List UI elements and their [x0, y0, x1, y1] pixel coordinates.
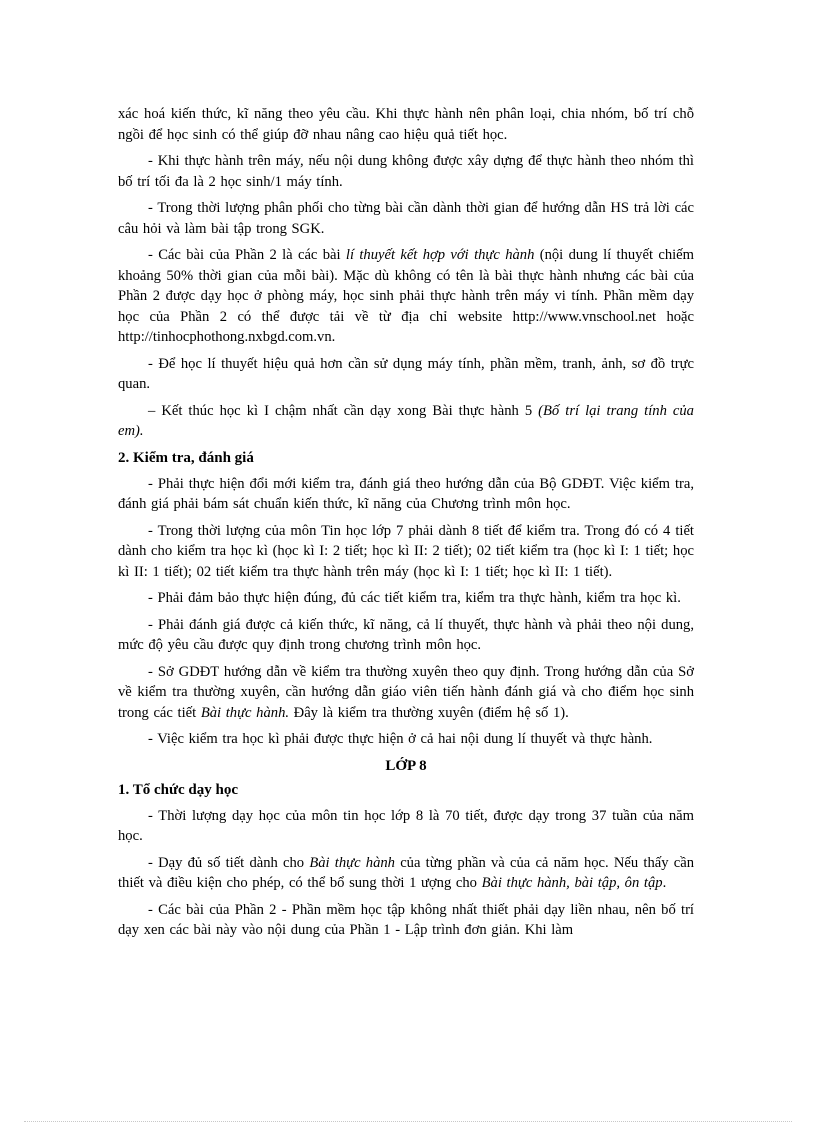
paragraph-time-allocation: - Trong thời lượng phân phối cho từng bài cần dành thời gian để hướng dẫn HS trả lời các câu hỏi và làm bài tập trong SGK. [118, 200, 694, 237]
paragraph-ensure-tests: - Phải đảm bảo thực hiện đúng, đủ các tiết kiểm tra, kiểm tra thực hành, kiểm tra học kì. [148, 590, 681, 606]
paragraph-grade8-duration: - Thời lượng dạy học của môn tin học lớp 8 là 70 tiết, được dạy trong 37 tuần của năm học. [118, 807, 694, 844]
italic-phrase: lí thuyết kết hợp với thực hành [345, 247, 535, 263]
text-segment: Đây là kiểm tra thường xuyên (điểm hệ số 1). [289, 704, 569, 721]
text-segment: - Dạy đủ số tiết dành cho [148, 854, 310, 871]
paragraph-practice-periods [118, 853, 694, 894]
grade-heading: LỚP 8 [385, 757, 427, 774]
paragraph-semester-exam: - Việc kiểm tra học kì phải được thực hiện ở cả hai nội dung lí thuyết và thực hành. [148, 731, 653, 747]
text-segment: (nội dung lí thuyết chiếm khoảng 50% thời gian của mỗi bài). Mặc dù không có tên là bài thực hành nhưng các bài của Phần 2 được dạy học ở phòng máy, học sinh phải thực hành trên máy vi tính. Phần mềm dạy học của Phần 2 có thể được tải về từ địa chỉ website http://www.vnschool.net hoặc http://tinhocphothong.nxbgd.com.vn. [118, 247, 694, 345]
paragraph-part2-scheduling: - Các bài của Phần 2 - Phần mềm học tập không nhất thiết phải dạy liền nhau, nên bố trí dạy xen các bài này vào nội dung của Phần 1 - Lập trình đơn giản. Khi làm [118, 901, 694, 938]
paragraph-assessment-periods: - Trong thời lượng của môn Tin học lớp 7 phải dành 8 tiết để kiểm tra. Trong đó có 4 tiết dành cho kiểm tra học kì (học kì I: 2 tiết; học kì II: 2 tiết); 02 tiết kiểm tra (học kì I: 1 tiết; học kì II: 1 tiết); 02 tiết kiểm tra thực hành trên máy (học kì I: 1 tiết; học kì II: 1 tiết). [118, 522, 694, 580]
document-page [118, 104, 694, 947]
paragraph-part2-lessons [118, 245, 694, 348]
paragraph-continuation: xác hoá kiến thức, kĩ năng theo yêu cầu. Khi thực hành nên phân loại, chia nhóm, bố trí chỗ ngồi để học sinh có thể giúp đỡ nhau nâng cao hiệu quả tiết học. [118, 106, 694, 143]
text-segment: - Sở GDĐT hướng dẫn về kiểm tra thường xuyên theo quy định. Trong hướng dẫn của Sở về kiểm tra thường xuyên, cần hướng dẫn giáo viên tiến hành đánh giá và cho điểm học sinh trong các tiết [118, 663, 694, 721]
paragraph-assessment-reform: - Phải thực hiện đổi mới kiểm tra, đánh giá theo hướng dẫn của Bộ GDĐT. Việc kiểm tra, đánh giá phải bám sát chuẩn kiến thức, kĩ năng của Chương trình môn học. [118, 475, 694, 512]
italic-phrase: Bài thực hành [309, 854, 395, 871]
paragraph-semester-end [118, 401, 694, 442]
italic-phrase: Bài thực hành, bài tập, ôn tập [481, 875, 663, 891]
paragraph-machine-practice: - Khi thực hành trên máy, nếu nội dung không được xây dựng để thực hành theo nhóm thì bố trí tối đa là 2 học sinh/1 máy tính. [118, 153, 694, 190]
section-heading-assessment: 2. Kiểm tra, đánh giá [118, 449, 254, 466]
section-heading-organization: 1. Tổ chức dạy học [118, 781, 238, 798]
paragraph-assess-knowledge: - Phải đánh giá được cả kiến thức, kĩ năng, cả lí thuyết, thực hành và phải theo nội dung, mức độ yêu cầu được quy định trong chương trình môn học. [118, 616, 694, 653]
page-bottom-divider [24, 1121, 792, 1122]
text-segment: - Các bài của Phần 2 là các bài [148, 247, 346, 263]
text-segment: – Kết thúc học kì I chậm nhất cần dạy xong Bài thực hành 5 [148, 402, 539, 419]
paragraph-visual-aids: - Để học lí thuyết hiệu quả hơn cần sử dụng máy tính, phần mềm, tranh, ảnh, sơ đồ trực quan. [118, 355, 694, 392]
text-segment: của từng phần và của cả năm học. Nếu thấy cần thiết và điều kiện cho phép, có thể bổ sung thời 1 ượng cho [118, 854, 694, 891]
text-segment: . [662, 875, 667, 891]
italic-phrase: (Bố trí lại trang tính của em). [118, 402, 694, 439]
paragraph-regular-assessment [118, 662, 694, 724]
italic-phrase: Bài thực hành. [200, 704, 290, 721]
